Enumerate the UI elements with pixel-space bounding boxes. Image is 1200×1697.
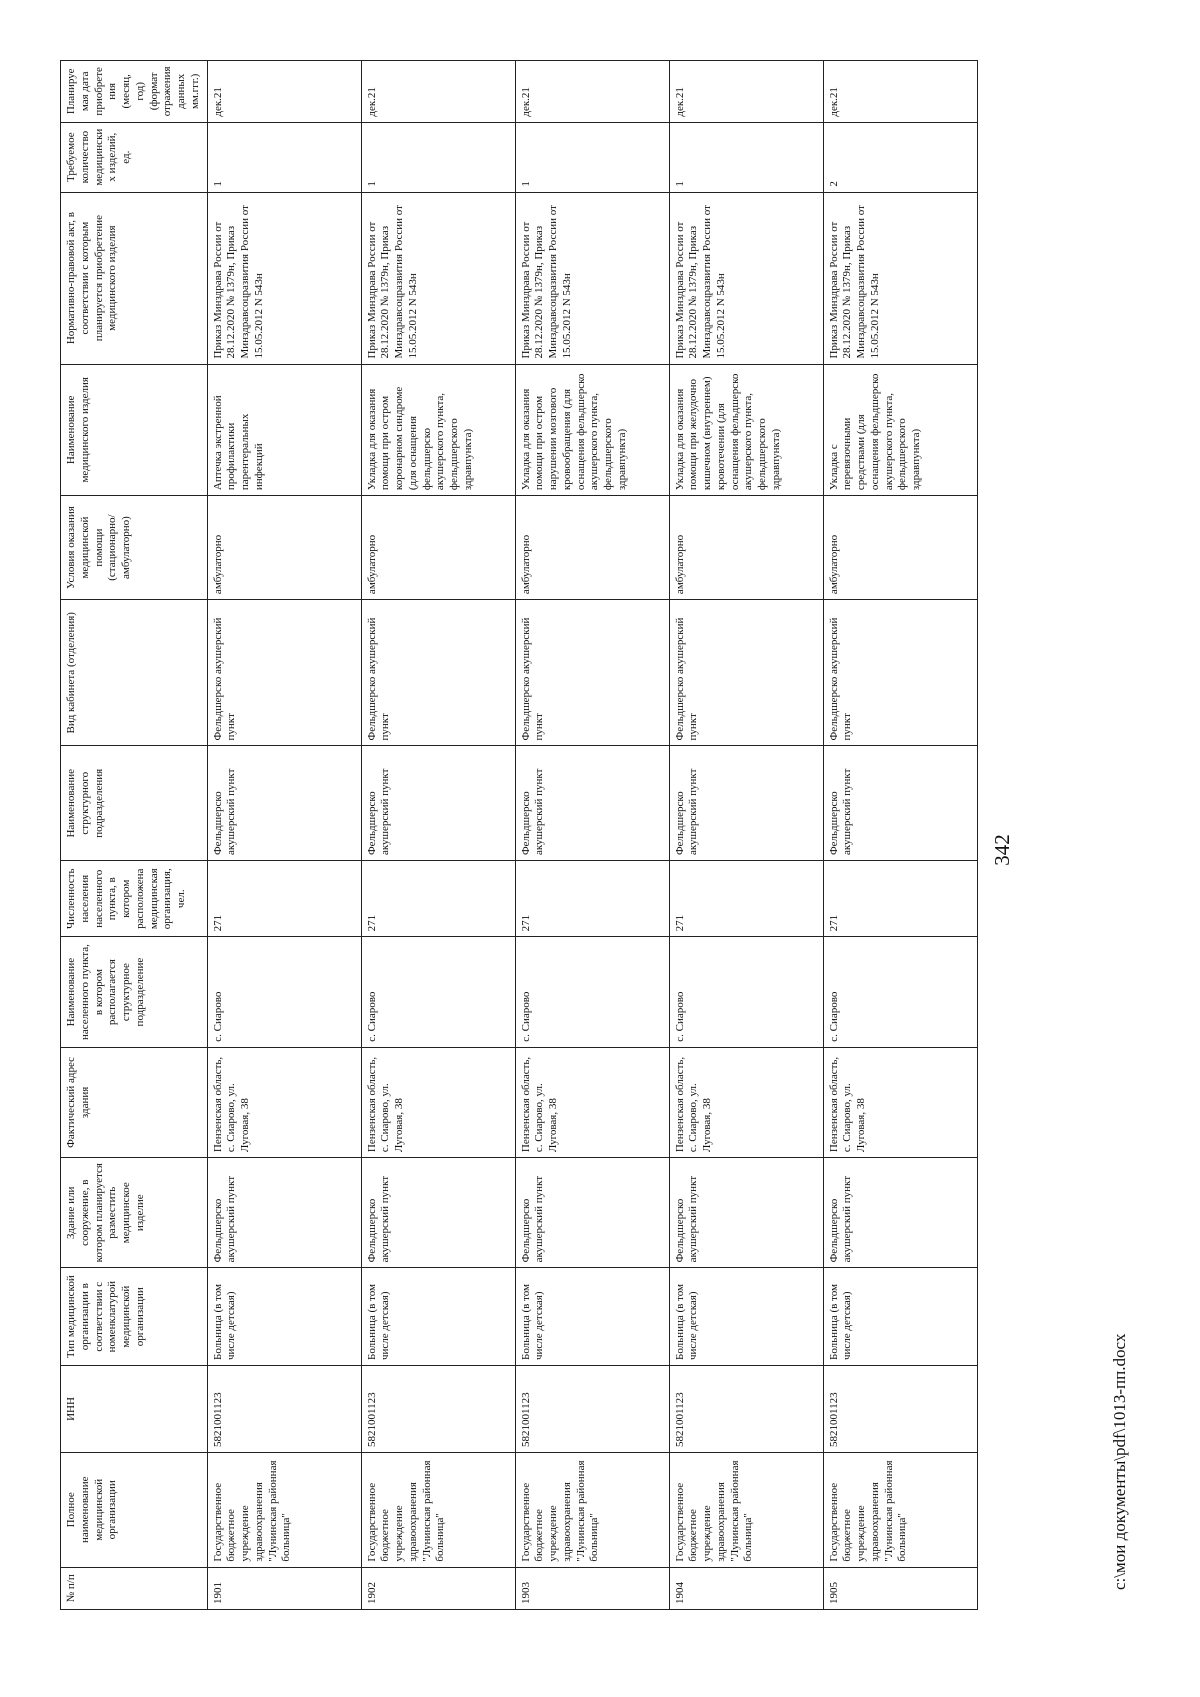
quantity: 1 — [669, 122, 823, 192]
population: 271 — [823, 861, 977, 937]
header-cell: Вид кабинета (отделения) — [61, 600, 208, 746]
device-name: Укладка для оказания помощи при остром нарушении мозгового кровообращения (для оснащения фельдшерско акушерского пункта, фельдшерского здравпункта) — [515, 364, 669, 496]
population: 271 — [669, 861, 823, 937]
cabinet-type: Фельдшерско акушерский пункт — [361, 600, 515, 746]
building: Фельдшерско акушерский пункт — [669, 1158, 823, 1268]
org-name: Государственное бюджетное учреждение здравоохранения "Лунинская районная больница" — [361, 1452, 515, 1567]
population: 271 — [361, 861, 515, 937]
inn: 5821001123 — [823, 1366, 977, 1453]
cabinet-type: Фельдшерско акушерский пункт — [207, 600, 361, 746]
org-type: Больница (в том числе детская) — [823, 1268, 977, 1366]
org-type: Больница (в том числе детская) — [207, 1268, 361, 1366]
locality: с. Сиарово — [823, 937, 977, 1047]
building: Фельдшерско акушерский пункт — [207, 1158, 361, 1268]
header-cell: Численность населения населенного пункта, в котором расположена медицинская организация, чел. — [61, 861, 208, 937]
row-number: 1901 — [207, 1567, 361, 1609]
page-number: 342 — [990, 834, 1014, 866]
header-cell: Здание или сооружение, в котором планируется разместить медицинское изделие — [61, 1158, 208, 1268]
address: Пензенская область, с. Сиарово, ул. Луговая, 38 — [515, 1047, 669, 1157]
header-cell: Фактический адрес здания — [61, 1047, 208, 1157]
cabinet-type: Фельдшерско акушерский пункт — [669, 600, 823, 746]
purchase-date: дек.21 — [669, 61, 823, 123]
header-cell: № п/п — [61, 1567, 208, 1609]
inn: 5821001123 — [207, 1366, 361, 1453]
header-cell: Планируемая дата приобретения (месяц, год) (формат отражения данных мм.ггг.) — [61, 61, 208, 123]
locality: с. Сиарово — [515, 937, 669, 1047]
org-name: Государственное бюджетное учреждение здравоохранения "Лунинская районная больница" — [669, 1452, 823, 1567]
row-number: 1903 — [515, 1567, 669, 1609]
cabinet-type: Фельдшерско акушерский пункт — [515, 600, 669, 746]
unit-name: Фельдшерско акушерский пункт — [207, 746, 361, 861]
unit-name: Фельдшерско акушерский пункт — [515, 746, 669, 861]
address: Пензенская область, с. Сиарово, ул. Луговая, 38 — [823, 1047, 977, 1157]
cabinet-type: Фельдшерско акушерский пункт — [823, 600, 977, 746]
header-cell: ИНН — [61, 1366, 208, 1453]
table-header-row — [61, 61, 208, 1610]
header-cell: Требуемое количество медицинских изделий, ед. — [61, 122, 208, 192]
header-cell: Наименование медицинского изделия — [61, 364, 208, 496]
conditions: амбулаторно — [207, 496, 361, 600]
conditions: амбулаторно — [669, 496, 823, 600]
quantity: 1 — [207, 122, 361, 192]
header-cell: Нормативно-правовой акт, в соответствии с которым планируется приобретение медицинского изделия — [61, 192, 208, 364]
device-name: Укладка для оказания помощи при желудочно кишечном (внутреннем) кровотечении (для оснащения фельдшерско акушерского пункта, фельдшерского здравпункта) — [669, 364, 823, 496]
header-cell: Наименование структурного подразделения — [61, 746, 208, 861]
org-name: Государственное бюджетное учреждение здравоохранения "Лунинская районная больница" — [207, 1452, 361, 1567]
inn: 5821001123 — [361, 1366, 515, 1453]
header-cell: Условия оказания медицинской помощи (стационарно/амбулаторно) — [61, 496, 208, 600]
legal-act: Приказ Минздрава России от 28.12.2020 № 1379н, Приказ Минздравсоцразвития России от 15.05.2012 N 543н — [361, 192, 515, 364]
legal-act: Приказ Минздрава России от 28.12.2020 № 1379н, Приказ Минздравсоцразвития России от 15.05.2012 N 543н — [207, 192, 361, 364]
row-number: 1905 — [823, 1567, 977, 1609]
population: 271 — [207, 861, 361, 937]
address: Пензенская область, с. Сиарово, ул. Луговая, 38 — [207, 1047, 361, 1157]
quantity: 1 — [515, 122, 669, 192]
purchase-date: дек.21 — [361, 61, 515, 123]
org-name: Государственное бюджетное учреждение здравоохранения "Лунинская районная больница" — [515, 1452, 669, 1567]
inn: 5821001123 — [515, 1366, 669, 1453]
unit-name: Фельдшерско акушерский пункт — [669, 746, 823, 861]
conditions: амбулаторно — [823, 496, 977, 600]
row-number: 1902 — [361, 1567, 515, 1609]
locality: с. Сиарово — [361, 937, 515, 1047]
inn: 5821001123 — [669, 1366, 823, 1453]
building: Фельдшерско акушерский пункт — [823, 1158, 977, 1268]
locality: с. Сиарово — [669, 937, 823, 1047]
device-name: Укладка для оказания помощи при остром коронарном синдроме (для оснащения фельдшерско акушерского пункта, фельдшерского здравпункта) — [361, 364, 515, 496]
building: Фельдшерско акушерский пункт — [361, 1158, 515, 1268]
table-row — [361, 61, 515, 1610]
footer-file-path: c:\мои документы\pdf\1013-пп.docx — [1110, 1333, 1129, 1590]
address: Пензенская область, с. Сиарово, ул. Луговая, 38 — [361, 1047, 515, 1157]
quantity: 1 — [361, 122, 515, 192]
device-table — [60, 60, 978, 1610]
building: Фельдшерско акушерский пункт — [515, 1158, 669, 1268]
table-row — [669, 61, 823, 1610]
address: Пензенская область, с. Сиарово, ул. Луговая, 38 — [669, 1047, 823, 1157]
purchase-date: дек.21 — [515, 61, 669, 123]
table-row — [207, 61, 361, 1610]
population: 271 — [515, 861, 669, 937]
conditions: амбулаторно — [361, 496, 515, 600]
org-name: Государственное бюджетное учреждение здравоохранения "Лунинская районная больница" — [823, 1452, 977, 1567]
header-cell: Тип медицинской организации в соответствии с номенклатурой медицинской организации — [61, 1268, 208, 1366]
table-row — [823, 61, 977, 1610]
rotated-page — [30, 30, 1170, 1670]
locality: с. Сиарово — [207, 937, 361, 1047]
header-cell: Полное наименование медицинской организации — [61, 1452, 208, 1567]
purchase-date: дек.21 — [207, 61, 361, 123]
legal-act: Приказ Минздрава России от 28.12.2020 № 1379н, Приказ Минздравсоцразвития России от 15.05.2012 N 543н — [669, 192, 823, 364]
org-type: Больница (в том числе детская) — [669, 1268, 823, 1366]
quantity: 2 — [823, 122, 977, 192]
device-name: Укладка с перевязочными средствами (для оснащения фельдшерско акушерского пункта, фельдшерского здравпункта) — [823, 364, 977, 496]
purchase-date: дек.21 — [823, 61, 977, 123]
conditions: амбулаторно — [515, 496, 669, 600]
unit-name: Фельдшерско акушерский пункт — [361, 746, 515, 861]
org-type: Больница (в том числе детская) — [515, 1268, 669, 1366]
legal-act: Приказ Минздрава России от 28.12.2020 № 1379н, Приказ Минздравсоцразвития России от 15.05.2012 N 543н — [515, 192, 669, 364]
row-number: 1904 — [669, 1567, 823, 1609]
device-name: Аптечка экстренной профилактики парентеральных инфекций — [207, 364, 361, 496]
header-cell: Наименование населенного пункта, в котором располагается структурное подразделение — [61, 937, 208, 1047]
unit-name: Фельдшерско акушерский пункт — [823, 746, 977, 861]
org-type: Больница (в том числе детская) — [361, 1268, 515, 1366]
table-row — [515, 61, 669, 1610]
legal-act: Приказ Минздрава России от 28.12.2020 № 1379н, Приказ Минздравсоцразвития России от 15.05.2012 N 543н — [823, 192, 977, 364]
